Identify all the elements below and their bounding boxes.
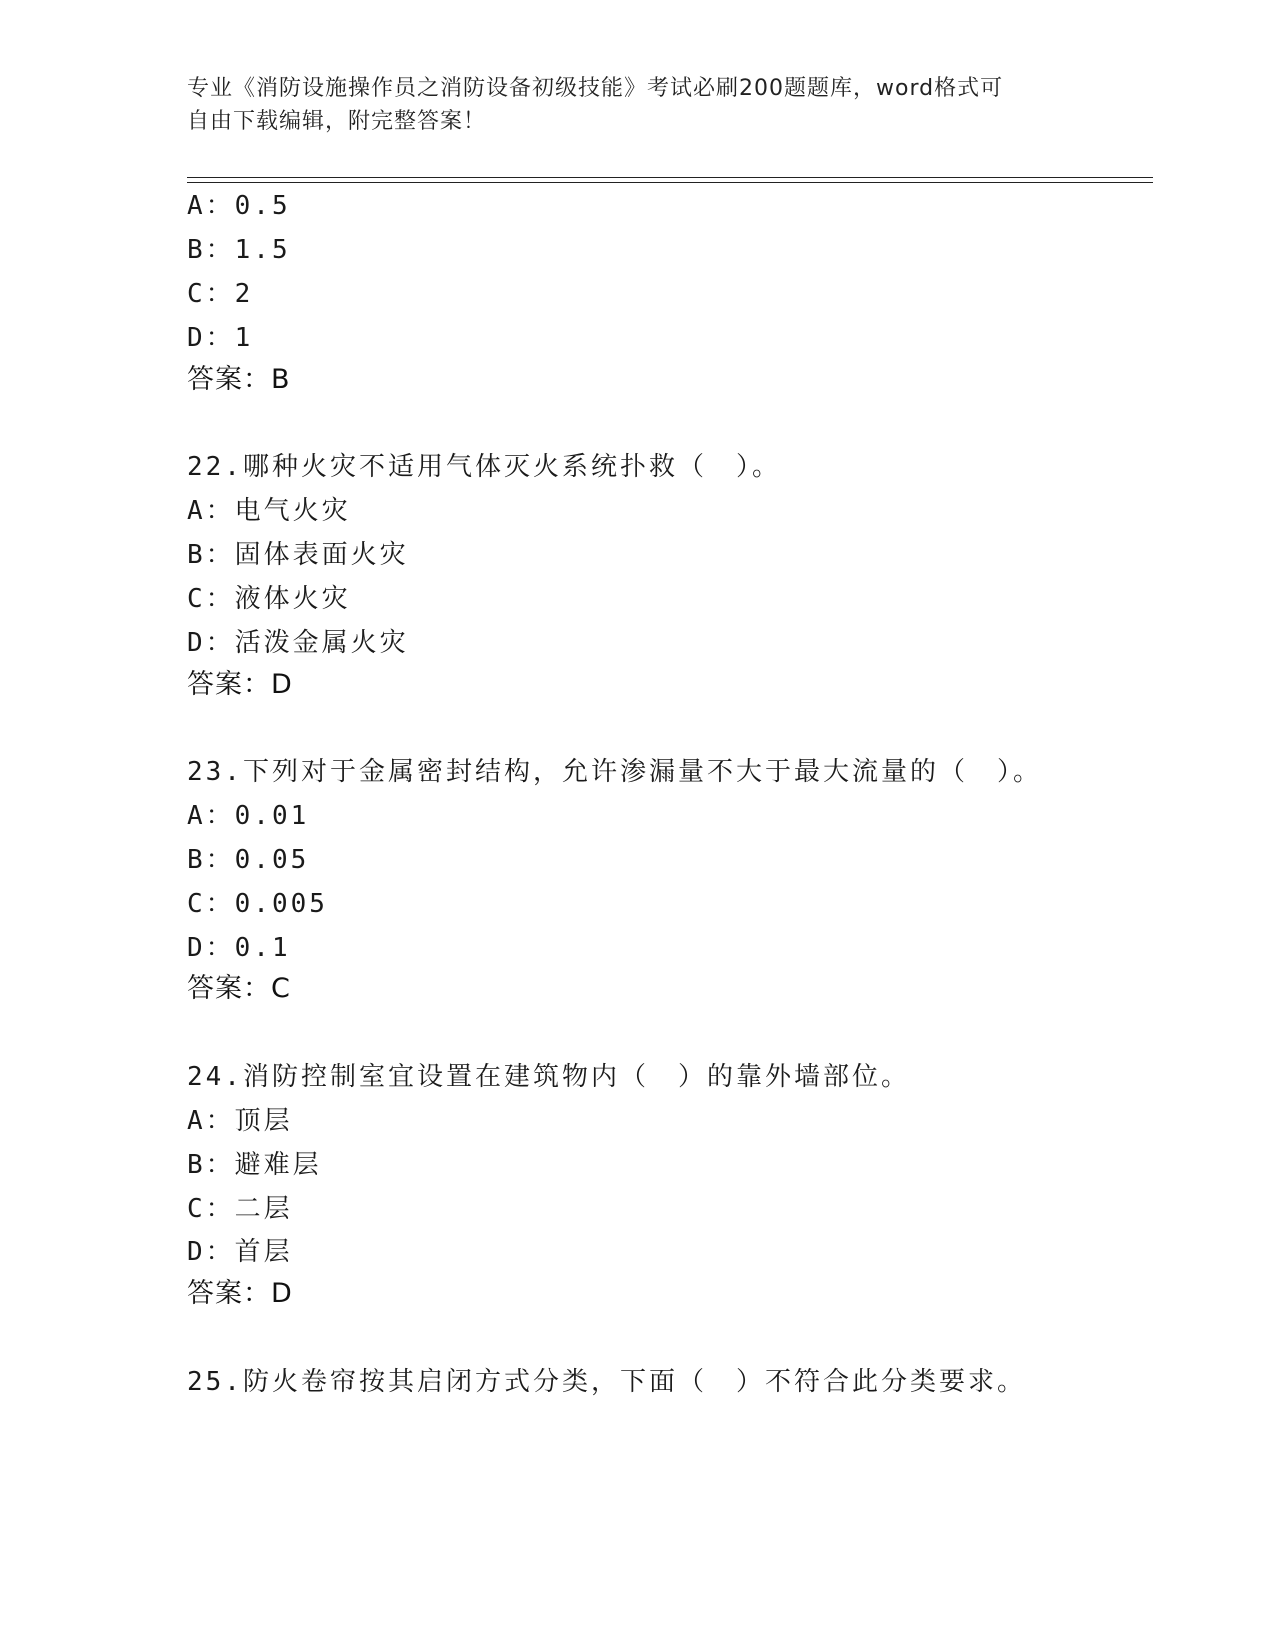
header-divider-top bbox=[187, 177, 1153, 178]
option-d: D：活泼金属火灾 bbox=[187, 628, 409, 658]
option-b: B：1.5 bbox=[187, 235, 291, 265]
question-text: 22.哪种火灾不适用气体灭火系统扑救（ ）。 bbox=[187, 452, 781, 482]
answer: 答案：B bbox=[187, 364, 291, 395]
option-d: D：0.1 bbox=[187, 933, 291, 963]
option-c: C：液体火灾 bbox=[187, 584, 351, 614]
option-a: A：0.01 bbox=[187, 801, 310, 831]
option-b: B：固体表面火灾 bbox=[187, 540, 409, 570]
answer: 答案：D bbox=[187, 669, 293, 700]
option-d: D：1 bbox=[187, 323, 254, 353]
answer: 答案：D bbox=[187, 1278, 293, 1309]
option-b: B：避难层 bbox=[187, 1150, 322, 1180]
option-a: A：电气火灾 bbox=[187, 496, 351, 526]
option-c: C：0.005 bbox=[187, 889, 328, 919]
question-text: 25.防火卷帘按其启闭方式分类，下面（ ）不符合此分类要求。 bbox=[187, 1367, 1026, 1397]
header-line-1: 专业《消防设施操作员之消防设备初级技能》考试必刷200题题库，word格式可 bbox=[187, 76, 1004, 101]
option-d: D：首层 bbox=[187, 1237, 293, 1267]
header-line-2: 自由下载编辑，附完整答案！ bbox=[187, 109, 487, 134]
option-a: A：顶层 bbox=[187, 1106, 293, 1136]
option-a: A：0.5 bbox=[187, 191, 291, 221]
document-header bbox=[187, 72, 1087, 138]
header-divider-bottom bbox=[187, 182, 1153, 183]
option-c: C：2 bbox=[187, 279, 254, 309]
option-b: B：0.05 bbox=[187, 845, 310, 875]
answer: 答案：C bbox=[187, 973, 291, 1004]
question-text: 23.下列对于金属密封结构，允许渗漏量不大于最大流量的（ ）。 bbox=[187, 757, 1042, 787]
option-c: C：二层 bbox=[187, 1194, 293, 1224]
question-text: 24.消防控制室宜设置在建筑物内（ ）的靠外墙部位。 bbox=[187, 1062, 910, 1092]
